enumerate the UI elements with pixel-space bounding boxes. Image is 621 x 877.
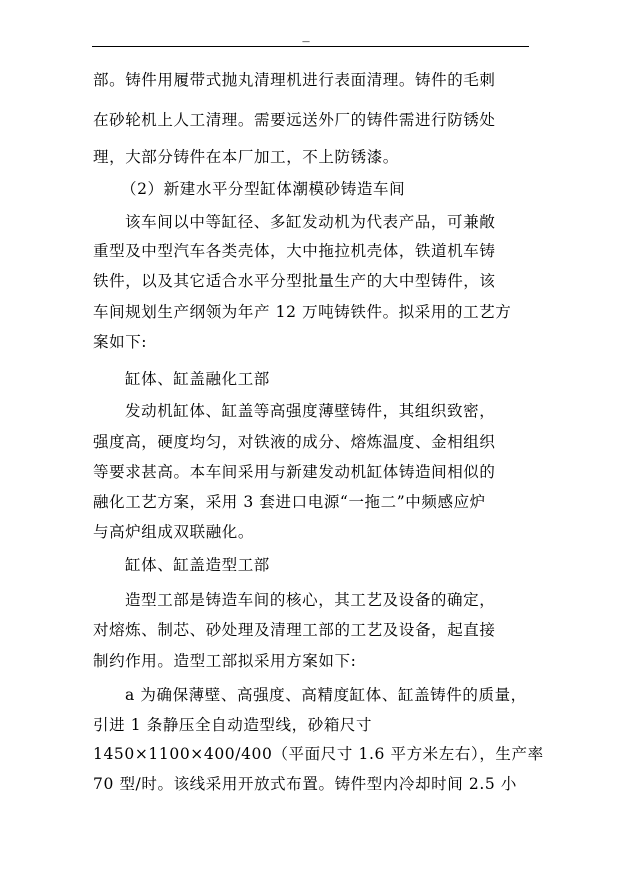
header-mark: —	[302, 37, 310, 46]
text-line: 与高炉组成双联融化。	[93, 523, 255, 541]
subsection-heading: 缸体、缸盖造型工部	[125, 556, 270, 574]
text-line: 融化工艺方案，采用 3 套进口电源“一拖二”中频感应炉	[93, 493, 486, 511]
text-line: 1450×1100×400/400（平面尺寸 1.6 平方米左右），生产率	[93, 745, 544, 763]
text-line: 理，大部分铸件在本厂加工，不上防锈漆。	[93, 148, 399, 166]
text-line: 发动机缸体、缸盖等高强度薄壁铸件，其组织致密，	[125, 402, 496, 420]
text-line: 该车间以中等缸径、多缸发动机为代表产品，可兼敞	[125, 213, 496, 231]
text-line: 制约作用。造型工部拟采用方案如下:	[93, 652, 357, 670]
text-line: 强度高，硬度均匀，对铁液的成分、熔炼温度、金相组织	[93, 433, 496, 451]
subsection-heading: 缸体、缸盖融化工部	[125, 370, 270, 388]
text-line: 在砂轮机上人工清理。需要远送外厂的铸件需进行防锈处	[93, 111, 496, 129]
text-line: 对熔炼、制芯、砂处理及清理工部的工艺及设备，起直接	[93, 621, 496, 639]
text-line: 案如下:	[93, 333, 148, 351]
text-line: 造型工部是铸造车间的核心，其工艺及设备的确定，	[125, 591, 496, 609]
text-line: 部。铸件用履带式抛丸清理机进行表面清理。铸件的毛刺	[93, 71, 496, 89]
section-heading: （2）新建水平分型缸体潮模砂铸造车间	[121, 180, 406, 198]
text-line: 等要求甚高。本车间采用与新建发动机缸体铸造间相似的	[93, 463, 496, 481]
text-line: 重型及中型汽车各类壳体，大中拖拉机壳体，铁道机车铸	[93, 242, 496, 260]
text-line: 70 型/时。该线采用开放式布置。铸件型内冷却时间 2.5 小	[93, 775, 517, 793]
text-line: 铁件，以及其它适合水平分型批量生产的大中型铸件，该	[93, 272, 496, 290]
text-line: a 为确保薄壁、高强度、高精度缸体、缸盖铸件的质量，	[125, 686, 527, 704]
text-line: 车间规划生产纲领为年产 12 万吨铸铁件。拟采用的工艺方	[93, 303, 512, 321]
header-rule	[92, 46, 529, 47]
text-line: 引进 1 条静压全自动造型线，砂箱尺寸	[93, 716, 373, 734]
